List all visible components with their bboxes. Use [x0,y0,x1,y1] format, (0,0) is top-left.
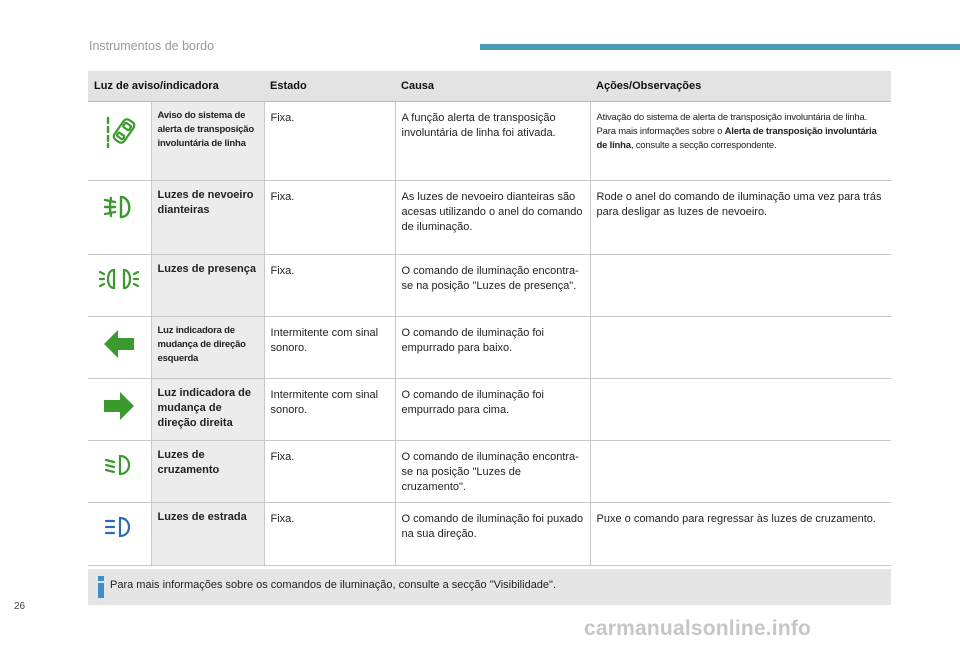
light-cause: O comando de iluminação foi empurrado para cima. [395,379,590,441]
column-header-actions: Ações/Observações [590,71,891,102]
light-cause: O comando de iluminação foi empurrado para baixo. [395,317,590,379]
light-name: Luzes de nevoeiro dianteiras [151,181,264,255]
light-action [590,102,891,181]
light-name: Luzes de presença [151,255,264,317]
light-action: Puxe o comando para regressar às luzes de cruzamento. [590,503,891,566]
lane-departure-icon [102,114,136,148]
left-turn-arrow-icon [103,329,135,359]
table-row [88,503,891,566]
table-row [88,102,891,181]
light-state: Fixa. [264,441,395,503]
watermark: carmanualsonline.info [584,617,812,640]
table-row [88,181,891,255]
warning-lights-table [88,71,891,566]
main-beam-icon [103,515,135,539]
icon-cell [88,379,151,441]
light-name: Luz indicadora de mudança de direção esquerda [151,317,264,379]
light-state: Fixa. [264,181,395,255]
light-cause: As luzes de nevoeiro dianteiras são acesas utilizando o anel do comando de iluminação. [395,181,590,255]
table-row [88,379,891,441]
light-action: Rode o anel do comando de iluminação uma vez para trás para desligar as luzes de nevoeiro. [590,181,891,255]
action-text-end: , consulte a secção correspondente. [630,140,777,151]
light-state: Fixa. [264,255,395,317]
table-row [88,255,891,317]
column-header-cause: Causa [395,71,590,102]
light-state: Intermitente com sinal sonoro. [264,317,395,379]
icon-cell [88,317,151,379]
header-accent-bar [480,44,960,50]
side-lights-icon [99,267,139,291]
table-row [88,441,891,503]
info-text: Para mais informações sobre os comandos de iluminação, consulte a secção "Visibilidade". [110,579,557,591]
column-header-light: Luz de aviso/indicadora [88,71,264,102]
action-text: Ativação do sistema de alerta de transposição involuntária de linha. Para mais informações sobre o [596,112,868,137]
light-action [590,317,891,379]
light-state: Fixa. [264,102,395,181]
icon-cell [88,102,151,181]
light-action [590,379,891,441]
light-action [590,255,891,317]
light-cause: O comando de iluminação encontra-se na posição "Luzes de presença". [395,255,590,317]
light-state: Fixa. [264,503,395,566]
light-cause: A função alerta de transposição involuntária de linha foi ativada. [395,102,590,181]
icon-cell [88,441,151,503]
light-name: Luzes de cruzamento [151,441,264,503]
dipped-beam-icon [103,453,135,477]
light-name: Aviso do sistema de alerta de transposição involuntária de linha [151,102,264,181]
info-icon [96,576,106,598]
light-name: Luzes de estrada [151,503,264,566]
light-cause: O comando de iluminação encontra-se na posição "Luzes de cruzamento". [395,441,590,503]
front-fog-lights-icon [102,193,136,221]
light-action [590,441,891,503]
light-cause: O comando de iluminação foi puxado na sua direção. [395,503,590,566]
table-row [88,317,891,379]
right-turn-arrow-icon [103,391,135,421]
icon-cell [88,255,151,317]
icon-cell [88,181,151,255]
column-header-state: Estado [264,71,395,102]
page-section-title: Instrumentos de bordo [89,39,215,53]
light-name: Luz indicadora de mudança de direção direita [151,379,264,441]
info-note [88,569,891,605]
action-link-text: Alerta de transposição involuntária de linha [596,126,877,151]
page-number: 26 [14,601,26,612]
icon-cell [88,503,151,566]
table-header-row [88,71,891,102]
light-state: Intermitente com sinal sonoro. [264,379,395,441]
